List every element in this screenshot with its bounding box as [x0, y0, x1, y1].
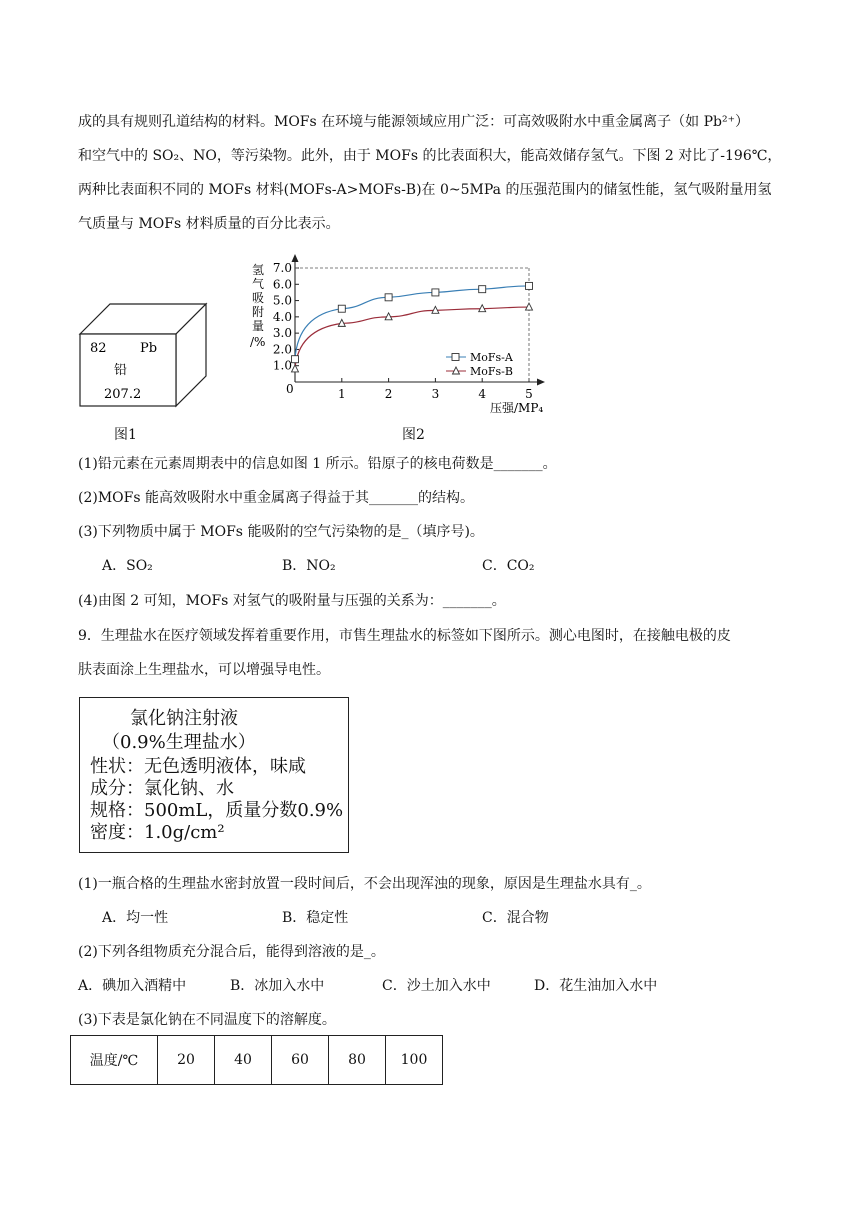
data-point-a: [526, 282, 533, 289]
origin-label: 0: [286, 382, 294, 396]
y-tick-label: 4.0: [272, 309, 292, 324]
element-name: 铅: [114, 363, 128, 378]
solubility-table: [70, 1035, 443, 1085]
figure2-chart: [240, 250, 580, 420]
data-point-a: [292, 356, 299, 363]
problem9-line-2: 肤表面涂上生理盐水，可以增强导电性。: [78, 662, 330, 678]
saline-density: 密度：1.0g/cm²: [90, 822, 225, 843]
saline-title: 氯化钠注射液: [130, 708, 238, 729]
intro-line-1: 成的具有规则孔道结构的材料。MOFs 在环境与能源领域应用广泛：可高效吸附水中重金属离子（如 Pb²⁺）: [78, 114, 749, 130]
saline-label: [79, 697, 349, 853]
intro-line-4: 气质量与 MOFs 材料质量的百分比表示。: [78, 216, 340, 232]
ylabel-char-5: 量: [252, 319, 265, 333]
figure1-element-cube: [76, 300, 216, 412]
intro-line-2: 和空气中的 SO₂、NO，等污染物。此外，由于 MOFs 的比表面积大，能高效储存氢气。下图 2 对比了-196℃，: [78, 148, 782, 164]
legend: [446, 351, 514, 378]
q9-2-option-d: D．花生油加入水中: [534, 978, 658, 994]
y-axis-arrow-icon: [292, 254, 299, 262]
x-tick-label: 2: [384, 387, 393, 401]
ylabel-char-1: 氢: [252, 263, 265, 277]
q3-option-a: A．SO₂: [102, 558, 153, 574]
element-symbol: Pb: [140, 341, 158, 356]
saline-property: 性状：无色透明液体，味咸: [90, 756, 306, 777]
table-cell: 60: [272, 1036, 329, 1085]
figure2-caption: 图2: [402, 427, 425, 443]
table-row: [71, 1036, 443, 1085]
table-cell: 100: [386, 1036, 443, 1085]
question-2: (2)MOFs 能高效吸附水中重金属离子得益于其_______的结构。: [78, 490, 474, 506]
y-tick-label: 5.0: [272, 293, 292, 308]
saline-subtitle: （0.9%生理盐水）: [102, 732, 256, 753]
table-header-cell: 温度/℃: [71, 1036, 158, 1085]
legend-series-b: MoFs-B: [470, 365, 513, 378]
y-tick-label: 3.0: [272, 326, 292, 341]
x-axis-arrow-icon: [537, 379, 545, 386]
table-cell: 80: [329, 1036, 386, 1085]
y-tick-label: 7.0: [272, 261, 292, 275]
q9-2-option-b: B．冰加入水中: [230, 978, 325, 994]
figure1-caption: 图1: [114, 427, 137, 443]
question-3: (3)下列物质中属于 MOFs 能吸附的空气污染物的是_（填序号)。: [78, 524, 484, 540]
x-tick-label: 4: [478, 387, 487, 401]
saline-ingredient: 成分：氯化钠、水: [90, 778, 234, 799]
legend-square-icon: [452, 354, 459, 361]
y-tick-label: 2.0: [272, 342, 292, 357]
saline-spec: 规格：500mL，质量分数0.9%: [90, 800, 344, 821]
problem9-line-1: 9．生理盐水在医疗领域发挥着重要作用，市售生理盐水的标签如下图所示。测心电图时，在接触电极的皮: [78, 628, 731, 644]
q3-option-c: C．CO₂: [482, 558, 535, 574]
q9-1-option-c: C．混合物: [482, 910, 549, 926]
element-atomic-number: 82: [90, 341, 107, 356]
q9-1-option-b: B．稳定性: [282, 910, 349, 926]
data-point-a: [479, 286, 486, 293]
q9-question-2: (2)下列各组物质充分混合后，能得到溶液的是_。: [78, 944, 385, 960]
x-tick-label: 3: [431, 387, 440, 401]
table-cell: 40: [215, 1036, 272, 1085]
ylabel-char-2: 气: [252, 277, 265, 291]
data-point-a: [432, 289, 439, 296]
q9-1-option-a: A．均一性: [102, 910, 169, 926]
y-tick-label: 6.0: [272, 277, 292, 292]
series-line-a: [295, 286, 529, 359]
q9-2-option-a: A．碘加入酒精中: [78, 978, 187, 994]
table-cell: 20: [158, 1036, 215, 1085]
ylabel-char-4: 附: [252, 305, 265, 319]
data-point-a: [385, 294, 392, 301]
x-axis-label: 压强/MP₄: [490, 401, 544, 415]
q9-2-option-c: C．沙土加入水中: [382, 978, 491, 994]
ylabel-char-3: 吸: [252, 291, 265, 305]
x-tick-label: 1: [337, 387, 346, 401]
data-point-a: [338, 305, 345, 312]
element-mass: 207.2: [104, 387, 142, 402]
question-4: (4)由图 2 可知，MOFs 对氢气的吸附量与压强的关系为：_______。: [78, 593, 506, 609]
q9-question-1: (1)一瓶合格的生理盐水密封放置一段时间后，不会出现浑浊的现象，原因是生理盐水具有_。: [78, 876, 651, 892]
question-1: (1)铅元素在元素周期表中的信息如图 1 所示。铅原子的核电荷数是_______。: [78, 456, 557, 472]
q3-option-b: B．NO₂: [282, 558, 336, 574]
y-axis-label: [250, 263, 265, 349]
y-tick-label: 1.0: [272, 358, 292, 373]
intro-line-3: 两种比表面积不同的 MOFs 材料(MOFs-A>MOFs-B)在 0~5MPa 的压强范围内的储氢性能，氢气吸附量用氢: [78, 182, 772, 198]
x-tick-label: 5: [525, 387, 533, 401]
legend-series-a: MoFs-A: [470, 351, 513, 364]
q9-question-3: (3)下表是氯化钠在不同温度下的溶解度。: [78, 1012, 336, 1028]
ylabel-char-6: /%: [250, 335, 266, 349]
